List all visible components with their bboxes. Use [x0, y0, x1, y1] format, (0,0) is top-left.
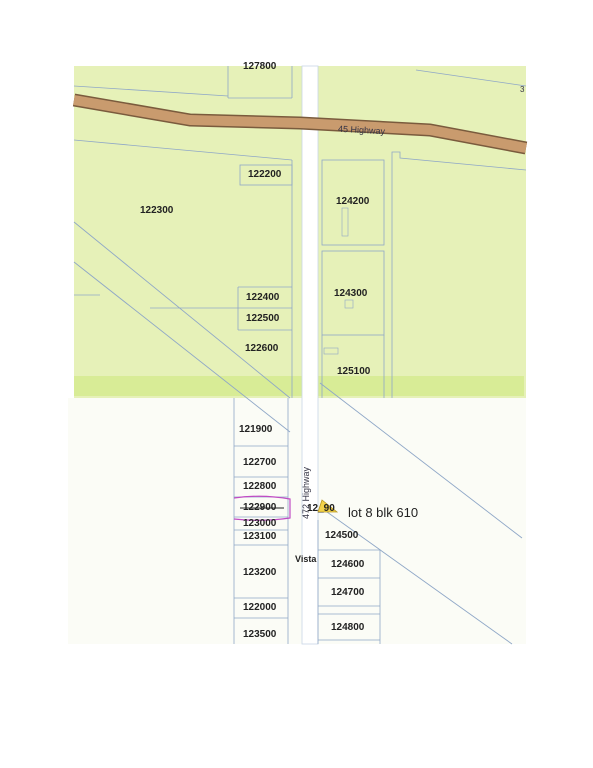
parcel-label-123000: 123000 [243, 518, 277, 529]
parcel-label-12_90: 12_90 [307, 503, 335, 514]
parcel-label-122300: 122300 [140, 205, 174, 216]
land-band [74, 376, 524, 396]
parcel-label-122600: 122600 [245, 343, 279, 354]
parcel-label-127800: 127800 [243, 61, 277, 72]
edge-fragment-label: 3 [520, 85, 525, 94]
parcel-label-122200: 122200 [248, 169, 282, 180]
lower-area [68, 398, 526, 644]
parcel-label-125100: 125100 [337, 366, 371, 377]
parcel-label-122000: 122000 [243, 602, 277, 613]
parcel-label-122900: 122900 [243, 502, 277, 513]
highway-45-label: 45 Highway [337, 123, 386, 137]
parcel-label-122800: 122800 [243, 481, 277, 492]
parcel-label-124600: 124600 [331, 559, 365, 570]
parcel-label-122700: 122700 [243, 457, 277, 468]
lot-annotation: lot 8 blk 610 [348, 505, 419, 520]
parcel-label-124500: 124500 [325, 530, 359, 541]
parcel-label-124300: 124300 [334, 288, 368, 299]
parcel-label-124700: 124700 [331, 587, 365, 598]
parcel-label-122400: 122400 [246, 292, 280, 303]
parcel-label-121900: 121900 [239, 424, 273, 435]
parcel-label-123200: 123200 [243, 567, 277, 578]
parcel-label-123500: 123500 [243, 629, 277, 640]
parcel-label-122500: 122500 [246, 313, 280, 324]
parcel-label-123100: 123100 [243, 531, 277, 542]
parcel-label-124200: 124200 [336, 196, 370, 207]
vista-label: Vista [295, 554, 317, 564]
parcel-label-124800: 124800 [331, 622, 365, 633]
highway-472-label: 472 Highway [301, 466, 312, 520]
